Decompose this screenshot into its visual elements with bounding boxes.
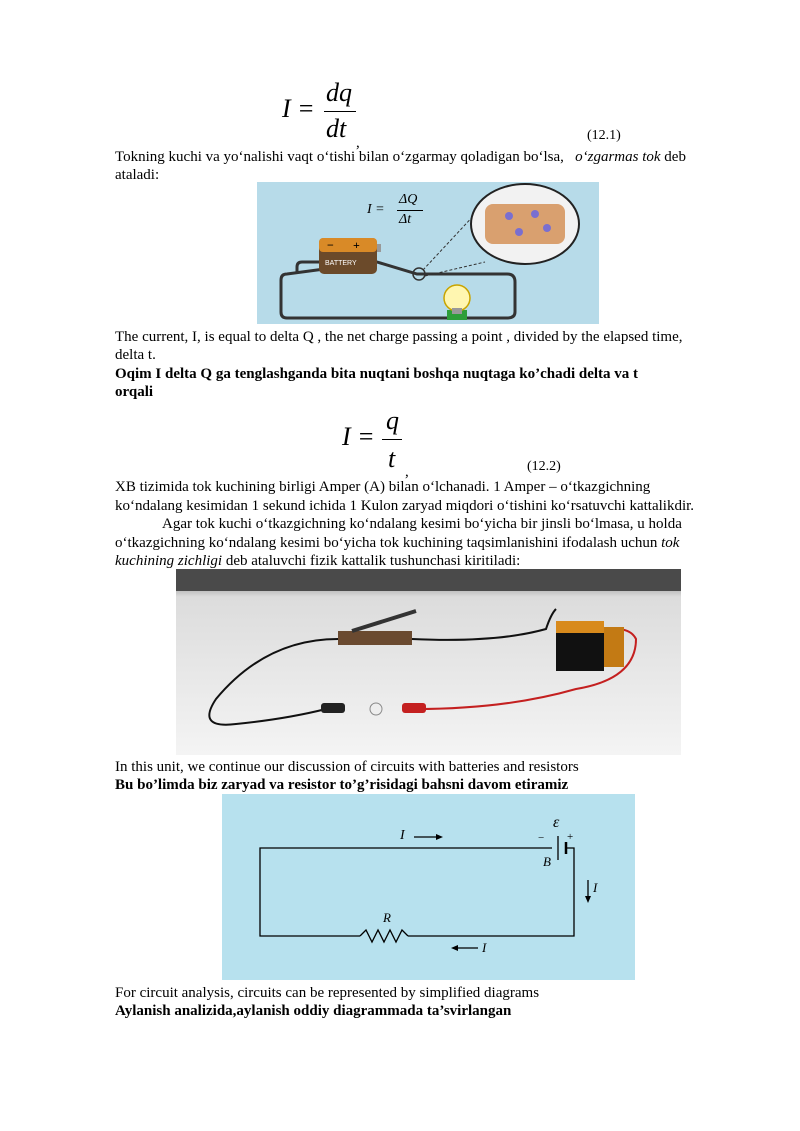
text-run: deb: [664, 149, 686, 165]
formula-comma: ,: [356, 135, 360, 151]
term-italic: tok: [661, 535, 680, 551]
text-run: oʻtkazgichning koʻndalang kesimi boʻyicha tok kuchining taqsimlanishini ifodalash uchun: [115, 535, 658, 551]
label-emf: ε: [553, 814, 560, 831]
label-battery: B: [543, 854, 551, 869]
paragraph-line: For circuit analysis, circuits can be represented by simplified diagrams: [115, 985, 540, 1001]
circuit-photo-illustration: [176, 569, 681, 755]
paragraph-line: [115, 552, 520, 570]
formula-numerator: q: [386, 406, 399, 435]
fraction-bar: [382, 439, 402, 440]
paragraph-line: Agar tok kuchi oʻtkazgichning koʻndalang kesimi boʻyicha bir jinsli boʻlmasa, u holda: [162, 516, 682, 532]
figure-formula-lhs: I =: [367, 202, 385, 217]
paragraph-line-bold: Oqim I delta Q ga tenglashganda bita nuqtani boshqa nuqtaga ko’chadi delta va t: [115, 366, 639, 382]
paragraph-line: delta t.: [115, 347, 156, 363]
label-resistor: R: [383, 910, 391, 925]
figure-formula: [367, 192, 437, 232]
fraction-bar: [324, 111, 356, 112]
figure-circuit-photo: [176, 569, 681, 755]
figure-formula-num: ΔQ: [399, 192, 418, 207]
text-run: deb ataluvchi fizik kattalik tushunchasi kiritiladi:: [225, 553, 521, 569]
battery-plus: +: [353, 238, 360, 252]
label-current-right: I: [593, 880, 598, 895]
term-italic: oʻzgarmas tok: [575, 149, 661, 165]
paragraph-line-bold: orqali: [115, 384, 154, 400]
paragraph-line: [115, 534, 679, 552]
label-current-bottom: I: [482, 940, 487, 955]
term-italic: kuchining zichligi: [115, 553, 223, 569]
text-run: Tokning kuchi va yoʻnalishi vaqt oʻtishi bilan oʻzgarmay qoladigan boʻlsa,: [115, 149, 564, 165]
formula-lhs: I =: [342, 422, 375, 451]
label-current-top: I: [400, 828, 405, 843]
formula-lhs: I =: [282, 94, 315, 123]
formula-denominator: t: [388, 444, 396, 473]
circuit-diagram: [222, 794, 635, 980]
label-minus: −: [538, 832, 545, 844]
figure-battery-circuit: [257, 182, 599, 324]
formula-12-1: [282, 78, 402, 148]
paragraph-line: [115, 148, 686, 166]
battery-label: BATTERY: [325, 260, 357, 267]
paragraph-line: The current, I, is equal to delta Q , the net charge passing a point , divided by the elapsed time,: [115, 329, 683, 345]
formula-comma: ,: [405, 464, 409, 480]
battery-minus: −: [327, 238, 334, 252]
paragraph-line-bold: Bu bo’limda biz zaryad va resistor to’g’risidagi bahsni davom etiramiz: [115, 777, 569, 793]
fraction-bar: [397, 210, 423, 211]
paragraph-line: In this unit, we continue our discussion of circuits with batteries and resistors: [115, 759, 579, 775]
paragraph-line: koʻndalang kesimidan 1 sekund ichida 1 Kulon zaryad miqdori oʻtishini koʻrsatuvchi kattalikdir.: [115, 498, 695, 514]
figure-circuit-diagram: [222, 794, 635, 980]
formula-numerator: dq: [326, 78, 352, 107]
paragraph-line-bold: Aylanish analizida,aylanish oddiy diagrammada ta’svirlangan: [115, 1003, 512, 1019]
formula-12-2: [342, 406, 422, 480]
equation-number: (12.2): [527, 459, 561, 474]
formula-denominator: dt: [326, 114, 347, 143]
label-plus: +: [567, 831, 574, 843]
paragraph-line: ataladi:: [115, 167, 160, 183]
figure-formula-den: Δt: [399, 212, 412, 227]
equation-number: (12.1): [587, 128, 621, 143]
paragraph-line: XB tizimida tok kuchining birligi Amper (A) bilan oʻlchanadi. 1 Amper – oʻtkazgichning: [115, 479, 651, 495]
